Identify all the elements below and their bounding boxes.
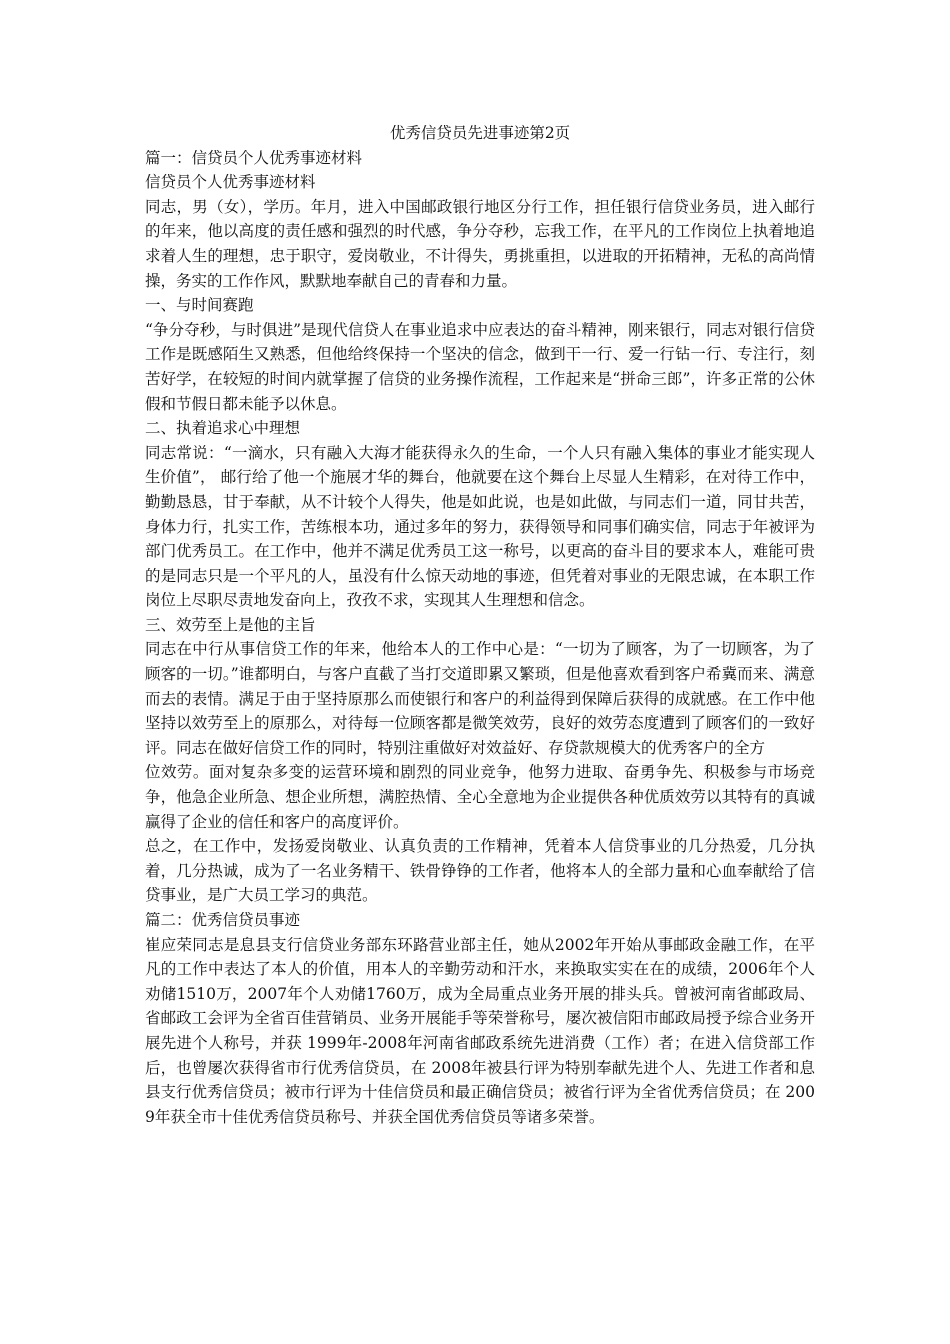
- paragraph-section-one: “争分夺秒，与时俱进”是现代信贷人在事业追求中应表达的奋斗精神，刚来银行，同志对银行信贷工作是既感陌生又熟悉，但他给终保持一个坚决的信念，做到干一行、爱一行钻一行、专注行，刻苦好学，在较短的时间内就掌握了信贷的业务操作流程，工作起来是“拼命三郎”，许多正常的公休假和节假日都未能予以休息。: [145, 320, 815, 413]
- document-body: [145, 121, 815, 1129]
- heading-section-three: 三、效劳至上是他的主旨: [145, 615, 316, 634]
- paragraph-section-three: 同志在中行从事信贷工作的年来，他给本人的工作中心是：“一切为了顾客，为了一切顾客，为了顾客的一切。”谁都明白，与客户直截了当打交道即累又繁琐，但是他喜欢看到客户希冀而来、满意而去的表情。满足于由于坚持原那么而使银行和客户的利益得到保障后获得的成就感。在工作中他坚持以效劳至上的原那么，对待每一位顾客都是微笑效劳，良好的效劳态度遭到了顾客们的一致好评。同志在做好信贷工作的同时，特别注重做好对效益好、存贷款规模大的优秀客户的全方: [145, 640, 815, 757]
- paragraph-section-two: 同志常说：“一滴水，只有融入大海才能获得永久的生命，一个人只有融入集体的事业才能实现人生价值”， 邮行给了他一个施展才华的舞台，他就要在这个舞台上尽显人生精彩，在对待工作中，勤勤恳恳，甘于奉献，从不计较个人得失，他是如此说，也是如此做，与同志们一道，同甘共苦，身体力行，扎实工作，苦练根本功，通过多年的努力，获得领导和同事们确实信，同志于年被评为部门优秀员工。在工作中，他并不满足优秀员工这一称号，以更高的奋斗目的要求本人，难能可贵的是同志只是一个平凡的人，虽没有什么惊天动地的事迹，但凭着对事业的无限忠诚，在本职工作岗位上尽职尽责地发奋向上，孜孜不求，实现其人生理想和信念。: [145, 443, 815, 610]
- paragraph-section-three-cont: 位效劳。面对复杂多变的运营环境和剧烈的同业竞争，他努力进取、奋勇争先、积极参与市场竞争，他急企业所急、想企业所想，满腔热情、全心全意地为企业提供各种优质效劳以其特有的真诚赢得了企业的信任和客户的高度评价。: [145, 763, 815, 831]
- heading-section-one: 一、与时间赛跑: [145, 296, 254, 315]
- heading-part-two: 篇二：优秀信贷员事迹: [145, 911, 301, 929]
- paragraph-part-two: 崔应荣同志是息县支行信贷业务部东环路营业部主任，她从2002年开始从事邮政金融工作，在平凡的工作中表达了本人的价值，用本人的辛勤劳动和汗水，来换取实实在在的成绩，2006年个人劝储1510万，2007年个人劝储1760万，成为全局重点业务开展的排头兵。曾被河南省邮政局、省邮政工会评为全省百佳营销员、业务开展能手等荣誉称号，屡次被信阳市邮政局授予综合业务开展先进个人称号，并获 1999年-2008年河南省邮政系统先进消费（工作）者；在进入信贷部工作后，也曾屡次获得省市行优秀信贷员，在 2008年被县行评为特别奉献先进个人、先进工作者和息县支行优秀信贷员；被市行评为十佳信贷员和最正确信贷员；被省行评为全省优秀信贷员；在 2009年获全市十佳优秀信贷员称号、并获全国优秀信贷员等诸多荣誉。: [145, 935, 816, 1126]
- paragraph-summary: 总之，在工作中，发扬爱岗敬业、认真负责的工作精神，凭着本人信贷事业的几分热爱，几分执着，几分热诚，成为了一名业务精干、铁骨铮铮的工作者，他将本人的全部力量和心血奉献给了信贷事业，是广大员工学习的典范。: [145, 837, 815, 905]
- heading-section-two: 二、执着追求心中理想: [145, 419, 301, 438]
- paragraph-intro: 同志，男（女），学历。年月，进入中国邮政银行地区分行工作，担任银行信贷业务员，进入邮行的年来，他以高度的责任感和强烈的时代感，争分夺秒，忘我工作，在平凡的工作岗位上执着地追求着人生的理想，忠于职守，爱岗敬业，不计得失，勇挑重担，以进取的开拓精神，无私的高尚情操，务实的工作作风，默默地奉献自己的青春和力量。: [145, 197, 815, 290]
- document-title: 优秀信贷员先进事迹第2页: [389, 124, 571, 142]
- heading-material: 信贷员个人优秀事迹材料: [145, 173, 316, 192]
- heading-part-one: 篇一：信贷员个人优秀事迹材料: [145, 148, 363, 167]
